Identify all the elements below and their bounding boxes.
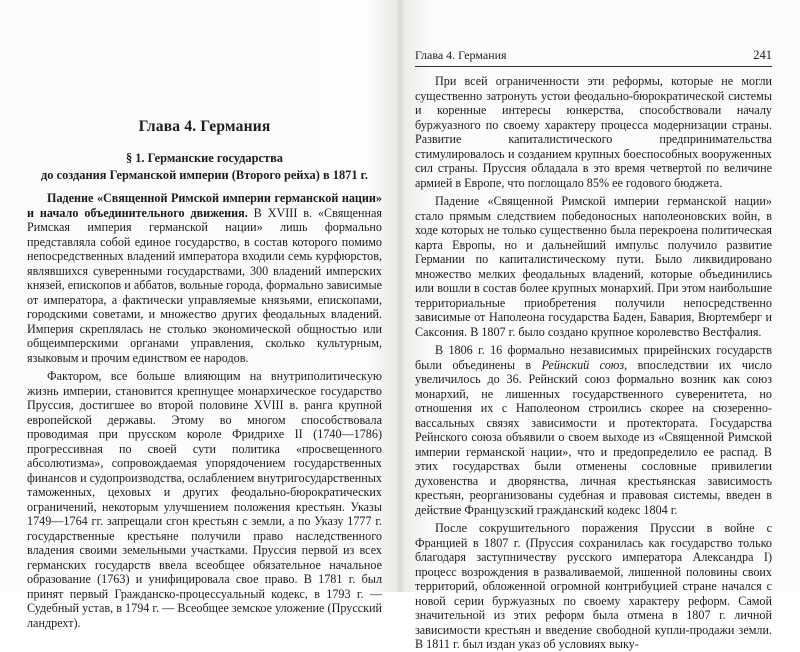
left-paragraph-1 [27,191,382,365]
section-title-line2: до создания Германской империи (Второго рейха) в 1871 г. [41,168,368,182]
right-paragraph-1: При всей ограниченности эти реформы, которые не могли существенно затронуть устои феодально-бюрократической системы и коренные интересы юнкерства, способствовали началу буржуазного по своему характеру процесса модернизации страны. Развитие капиталистического предпринимательства стимулировалось и созданием крупных боеспособных вооруженных сил страны. Пруссия обладала в это время четвертой по величине армией в Европе, что поглощало 85% ее годового бюджета. [415,74,772,190]
right-paragraph-3 [415,343,772,517]
left-paragraph-2: Фактором, все больше влияющим на внутриполитическую жизнь империи, становится крепнущее монархическое государство Пруссия, достигшее во второй половине XVIII в. ранга крупной европейской державы. Этому во многом способствовала проводимая при прусском короле Фридрихе II (1740—1786) прогрессивная по своей сути политика «просвещенного абсолютизма», сопровождаемая упорядочением государственных финансов и судопроизводства, ослаблением внутригосударственных таможенных, цеховых и других феодально-бюрократических ограничений, некоторым улучшением положения крестьян. Указы 1749—1764 гг. запрещали сгон крестьян с земли, а по Указу 1777 г. государственные крестьяне получили право наследственного владения своими земельными участками. Пруссия первой из всех германских государств ввела всеобщее обязательное начальное образование (1763) и унифицировала свое право. В 1781 г. был принят первый Гражданско-процессуальный кодекс, в 1793 г. — Судебный устав, в 1794 г. — Всеобщее земское уложение (Прусский ландрехт). [27,369,382,630]
running-header-title: Глава 4. Германия [415,48,507,62]
section-title-line1: § 1. Германские государства [126,151,283,165]
right-paragraph-4: После сокрушительного поражения Пруссии в войне с Францией в 1807 г. (Пруссия сохранилась как государство только благодаря заступничеству русского императора Александра I) процесс возрождения в разваливаемой, лишенной половины своих территорий, обложенной огромной контрибуцией стране начался с новой серии буржуазных по своему характеру реформ. Самой значительной из этих реформ была отмена в 1807 г. личной зависимости крестьян и введение свободной купли-продажи земли. В 1811 г. был издан указ об условиях выку- [415,521,772,651]
left-page [0,0,400,630]
right-page [400,0,800,651]
right-paragraph-2: Падение «Священной Римской империи германской нации» стало прямым следствием победоносных наполеоновских войн, в ходе которых не только существенно была перекроена политическая карта Европы, но и дальнейший импульс получило развитие Германии по капиталистическому пути. Было ликвидировано множество мелких феодальных владений, которые объединились или вошли в состав более крупных монархий. При этом наибольшие территориальные приобретения получили непосредственно зависимые от Наполеона государства Баден, Бавария, Вюртемберг и Саксония. В 1807 г. было создано крупное королевство Вестфалия. [415,194,772,339]
running-header [415,48,772,67]
paragraph-body: впоследствии их число увеличилось до 36. Рейнский союз формально возник как союз монархий, не лишенных государственного суверенитета, но отношения их с Наполеоном строились скорее на сюзеренно-вассальных связях зависимости и протектората. Государства Рейнского союза объявили о своем выходе из «Священной Римской империи германской нации», что и предопределило ее распад. В этих государствах были отменены сословные привилегии духовенства и дворянства, личная крестьянская зависимость крестьян, реорганизованы судебная и правовая системы, введен в действие Французский гражданский кодекс 1804 г. [415,357,772,517]
chapter-title: Глава 4. Германия [138,118,271,135]
paragraph-lead-heading: Падение «Священной Римской империи германской нации» и начало объединительного движения. [27,191,382,220]
section-title [27,150,382,184]
page-number: 241 [753,48,772,62]
paragraph-body: В XVIII в. «Священная Римская империя германской нации» лишь формально представляла собой единое государство, в состав которого помимо непосредственных владений императора входили семь курфюрстов, являвшихся суверенными государствами, 300 владений имперских князей, епископов и аббатов, вольные города, формально зависимые от императора, а фактически управляемые князьями, епископами, городскими советами, и множество других феодальных владений. Империя скреплялась не столько экономической общностью или общеимперскими органами управления, сколько культурным, языковым и прочим единством ее народов. [27,205,382,365]
paragraph-body: В 1806 г. 16 формально независимых прирейнских государств были объединены в [415,343,772,372]
italic-term: Рейнский союз, [541,357,628,372]
